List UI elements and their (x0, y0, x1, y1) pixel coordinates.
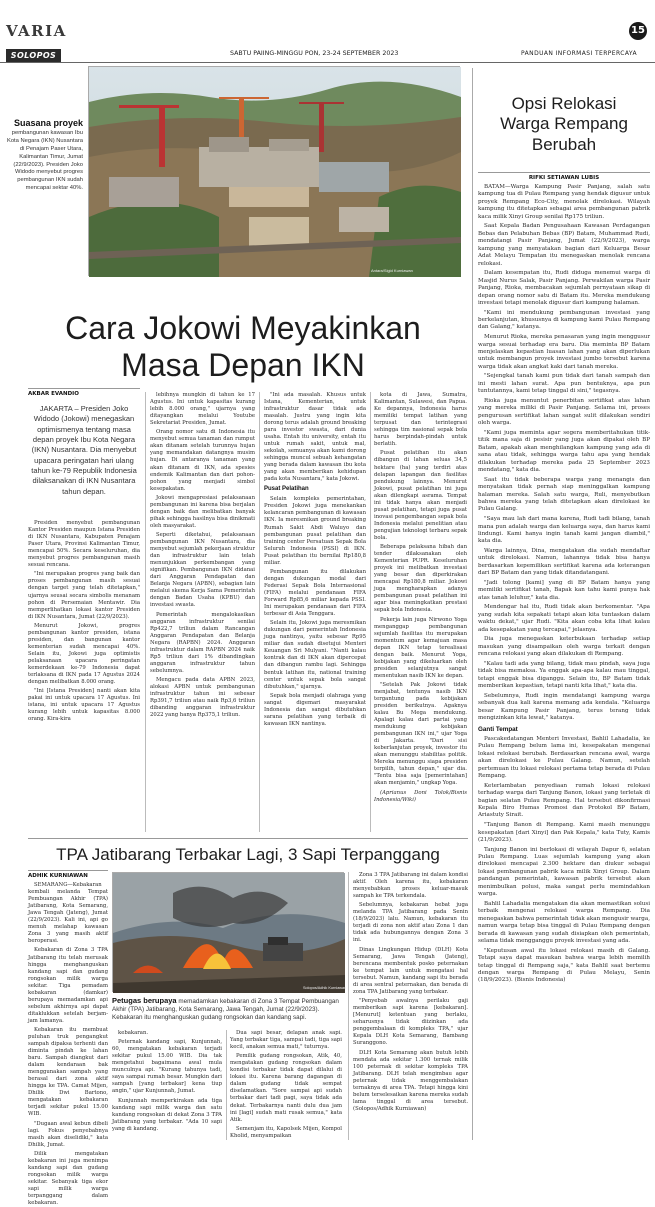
tpa-headline: TPA Jatibarang Terbakar Lagi, 3 Sapi Terpanggang (56, 845, 440, 864)
section-vertical-divider (472, 68, 473, 1140)
rempang-subhead: Ganti Tempat (478, 725, 518, 733)
tpa-column-3: Dua sapi besar, delapan anak sapi. Yang terbakar tiga, sampai tadi, tiga sapi kecil, anakan semua mati," tuturnya. Pemilik gudang rongsokan, Atik, 40, mengatakan gudang rongsokan dalam kondisi terbakar tidak dapat dilalui di lokasi itu. Karena barang dagangan di dalam gudang tidak sempat diselamatkan. "Sore sampai api sudah terbakar dari tadi pagi, saya tidak ada dekat. Terbakarnya nanti dulu dua jam ini [lagi] sudah mati rusak semua," kata Atik. Semenjam itu, Kapolsek Mijen, Kompol Kholid, menyampaikan (230, 1030, 342, 1139)
column-rule (145, 392, 146, 832)
rempang-headline-line-3: Berubah (531, 134, 597, 154)
photo-credit: Antara/Sigid Kurniawan (371, 268, 413, 273)
ikn-column-4: kota di Jawa, Sumatra, Kalimantan, Sulawesi, dan Papua. Ke depannya, Indonesia harus memiliki tempat latihan yang terpusat dan terintegrasi sehingga tim nasional sepak bola harus berpindah-pindah untuk berlatih. Pusat pelatihan itu akan dibangun di lahan seluas 34,5 hektare (ha) yang terdiri atas delapan lapangan dan fasilitas pendukung lainnya. Menurut Jokowi, pusat pelatihan ini juga akan dilengkapi asrama. Tempat ini tidak hanya akan menjadi pusat pelatihan, tetapi juga pusat inovasi pengembangan sepak bola Indonesia melalui penelitian atau pengujian teknologi terbaru sepak bola. Beberapa pelaksana hibah dan tender dilaksanakan oleh Kementerian PUPR. Keseluruhan proyek ini melibatkan investasi yang besar dan diperkirakan mencapai Rp180,8 miliar. Jokowi juga mengharapkan adanya pembangunan pusat pelatihan ini agar bisa meningkatkan prestasi sepak bola Indonesia. Pekerja lain juga Nirwono Yoga menganggap pembangunan sejumlah fasilitas itu merupakan momentum agar kemajuan masa depan IKN tetap terealisasi dengan baik. Menurut Yoga, kebijakan yang dikeluarkan oleh presiden selanjutnya sangat menentukan nasib IKN ke depan. "Setelah Pak Jokowi tidak menjabat, tentunya nasib IKN tergantung pada kebijakan presiden berikutnya. Agaknya kalau Bu Mega mendukung. Apalagi kalau dari partai yang mendukung kebijakan pembangunan IKN ini," ujar Yoga di Jakarta. "Dari sisi keberlanjutan proyek, investor itu akan menunggu stabilitas politik. Mereka menunggu siapa presiden terpilih, tahun depan," ujar dia. "Tentu bisa saja [pemerintahan] akan menjamin," ungkap Yoga. (Aprianus Doni Tolok/Bisnis Indonesia/Wiki) (374, 392, 467, 803)
ikn-column-3: "Ini ada masalah. Khusus untuk Istana, Kementerian, untuk infrastruktur dasar tidak ada masalah. Justru yang ingin kita dorong terus adalah ground breaking para investor swasta, dari dunia usaha. Entah itu university, entah itu untuk rumah sakit, untuk mal, sekolah, semuanya akan kami dorong sehingga muncul sebuah kehangatan yang berada dalam kawasan ibu kota yang akan memberikan kehidupan pada kota Nusantara," kata Jokowi. Pusat Pelatihan Selain kompleks pemerintahan, Presiden Jokowi juga menekankan kelancaran pembangunan di kawasan IKN. Ia meresmikan ground breaking Rumah Sakit Abdi Waluyo dan pembangunan pusat pelatihan dan training center Persatuan Sepak Bola Seluruh Indonesia (PSSI) di IKN. Pusat pelatihan itu bernilai Rp180,8 miliar. Pembangunan itu dilakukan dengan dukungan modal dari Federasi Sepak Bola Internasional (FIFA) melalui pendanaan FIFA Forward Rp85,6 miliar kepada PSSI. Ini merupakan pendanaan dari FIFA terbesar di Asia Tenggara. Selain itu, Jokowi juga meresmikan dukungan dari pemerintah Indonesia juga nantinya, yaitu sebesar Rp95 miliar dan sudah disetujui Menteri Keuangan Sri Mulyani. "Nanti kalau kontrak dan di IKN akan dipercepat dan dibangun rambu lagi. Sehingga bentuk latihan itu, national training center untuk sepak bola sangat dibutuhkan," ujarnya. Sepak bola menjadi olahraga yang sangat digemari masyarakat Indonesia dan sangat dibutuhkan sarana pelatihan yang terbaik di kawasan IKN nantinya. (264, 392, 366, 727)
column-rule (348, 872, 349, 1140)
rempang-body: BATAM—Warga Kampung Pasir Panjang, salah satu kampung tua di Pulau Rempang yang hendak digusur untuk proyek Rempang Eco-City, menolak direlokasi. Wilayah kampung itu ditetapkan sebagai area pembangunan pabrik kaca milik Xinyi Group senilai Rp175 triliun. Saat Kepala Badan Pengusahaan Kawasan Perdagangan Bebas dan Pelabuhan Bebas (BP) Batam, Muhammad Rudi, mendatangi Pasir Panjang, Jumat (22/9/2023), warga kampung yang menyatakan bagian dari Keluarga Besar Adat Melayu Tempatan itu menegaskan menolak rencana relokasi. Dalam kesempatan itu, Rudi diduga menemui warga di Masjid Nurus Salak, Pasir Panjang. Perwakilan warga Pasir Panjang, Rioka, membacakan sejumlah pernyataan sikap di depan orang nomor satu di Batam itu. Mereka mendukung investasi tetapi menolak digusur dari kampung halaman. "Kami ini mendukung pembangunan investasi yang berkelanjutan, khususnya di kampung kami Pulau Rempang dan Galang," katanya. Menurut Rioka, mereka penasaran yang ingin menggusur warga sesuai terhadap era baru. Dia meminta BP Batam menjelaskan kepastian luasan lahan yang akan diperlukan untuk membangun proyek investasi jumbo tersebut karena warga tidak akan angkat kaki dari tanah mereka. "Sejengkal tanah kami pun tidak dari tanah sampah dan ini mesti lahan surat. Apa pun bentuknya, apa pun tuntutannya, kami tetap tinggal di sini," tegasnya. Rioka juga menuntut penerbitan sertifikat atas lahan yang mereka miliki di Pasir Panjang. Selama ini, proses pengurusan sertifikat lahan sangat sulit dilakukan sendiri oleh warga. "Kami juga meminta agar segera memberitahukan titik-titik mana saja di pesisir yang juga akan dipakai oleh BP Batam, apakah akan menghilangkan kampung yang ada di sana atau tidak, sehingga warga tahu apa yang hendak dilakukan terhadap mereka pada 25 September 2023 mendatang," kata dia. Saat itu tidak beberapa warga yang menangis dan menyatakan tidak pernah siap meninggalkan kampung halaman mereka. Salah satu warga, Ruli, menyebutkan bahwa mereka yang telah ditetapkan akan direlokasi ke Pulau Galang. "Saya mau lah dari mana karena, Rudi tadi bilang, tanah mana pun adalah warga dan keluarga saya, dan harus kami lindungi. Kami hanya ingin tanah kami jangan diambil," kata dia. Warga lainnya, Dina, mengatakan dia sudah mendaftar untuk direlokasi. Namun, lahannya tidak bisa hanya berdasarkan kepemilikan sertifikat karena ada keterangan dari BP Batam dan yang tidak ditandatangani. "Jadi tolong [kami] yang di BP Batam hanya yang memiliki sertifikat tanah, Bapak kan tahu kami punya hak atas tanah leluhur," kata dia. Mendengar hal itu, Rudi tidak akan berkomentar. "Apa yang sudah kita sepakati tetapi akan kita tuntaskan dalam waktu dekat," ujar Rudi. "Kita akan coba kita lihat kalau ada kesepakatan yang tercapai," jelasnya. Dia juga menegaskan keterbukaan terhadap setiap masukan yang disampaikan oleh warga terkait dengan rencana relokasi yang akan dilakukan di Rempang. "Kalau tadi ada yang bilang, tidak mau pindah, saya juga tidak bisa memaksa. Ya enggak apa-apa kalau mau tinggal, tetapi enggak bisa diganggu. Selain itu, BP Batam tidak memberikan kepastian, tetapi nanti kita lihat," kata dia. Sebelumnya, Rudi ingin mendatangi kampung warga sebanyak dua kali karena memang ada kendala. "Keluarga besar Kampung Pasir Panjang, terus terang tidak mengizinkan kita lewat," katanya. Ganti Tempat Pascakedatangan Menteri Investasi, Bahlil Lahadalia, ke Pulau Rempang belum lama ini, kesepakatan mengenai lokasi relokasi berubah. Berdasarkan rencana awal, warga akan direlokasi ke Pulau Galang. Namun, setelah pertemuan itu lokasi relokasi pertama tetap berada di Pulau Rempang. Keterlambatan penyediaan rumah lokasi relokasi terhadap warga dari Tanjung Banon, lokasi yang terletak di bagian selatan Pulau Rempang. Hal tersebut dikonfirmasi Kepala Biro Humas Promosi dan Protokol BP Batam, Ariastuty Sirait. "Tanjung Banon di Rempang. Kami masih menunggu kesepakatan [dari Xinyi] dan Pak Kepala," kata Tuty, Kamis (21/9/2023). Tanjung Banon ini berlokasi di wilayah Dapur 6, selatan Pulau Rempang. Luas sejumlah kampung yang akan direlokasi mencapai 2.300 hektare dan diukur sebagai lokasi pembangunan pabrik kaca milik Xinyi Group. Dalam pandangan pemerintah, kawasan pabrik tersebut akan menimbulkan polusi, maka sangat perlu memindahkan warga. Bahlil Lahadalia mengatakan dia akan memastikan solusi terbaik mengenai relokasi warga Rempang. Dia menegaskan bahwa pemerintah tidak akan mengusir warga, namun warga tetap bisa tinggal di Pulau Rempang dengan berada di kawasan yang sudah disiapkan oleh pemerintah, selama tidak mengganggu proyek investasi yang ada. "Keputusan awal itu lokasi relokasi masih di Galang. Tetapi saya dapat masukan bahwa warga lebih memilih tetap tinggal di Rempang saja," kata Bahlil saat bertemu dengan warga Rempang di Pulau Melayu, Senin (18/9/2023). (Bisnis Indonesia) (478, 184, 650, 984)
rempang-byline: RIFKI SETIAWAN LUBIS (478, 172, 650, 181)
ikn-pull-quote: JAKARTA – Presiden Joko Widodo (Jokowi) menegaskan optimismenya tentang masa depan proyek Ibu Kota Negara (IKN) Nusantara. Dia menyebut upacara peringatan hari ulang tahun ke-79 Republik Indonesia dilaksanakan di IKN Nusantara tahun depan. (31, 404, 137, 496)
tpa-fire-photo (112, 872, 347, 992)
column-rule (259, 392, 260, 832)
construction-site-image (89, 67, 461, 277)
ikn-headline-line-2: Masa Depan IKN (121, 347, 365, 383)
ikn-photo-caption (6, 118, 83, 193)
photo-credit: Solopos/Adhik Kurniawan (303, 986, 347, 990)
ikn-construction-photo (88, 66, 460, 276)
tpa-byline: ADHIK KURNIAWAN (28, 870, 108, 879)
column-rule (370, 392, 371, 832)
rempang-headline-line-2: Warga Rempang (500, 114, 628, 134)
brand-logo: SOLOPOS (6, 49, 61, 62)
tagline: PANDUAN INFORMASI TERPERCAYA (521, 50, 637, 57)
caption-body: memadamkan kebakaran di Zona 3 Tempat Pembuangan Akhir (TPA) Jatibarang, Kota Semarang, Jawa Tengah, Jumat (22/9/2023). Kebakaran itu menghanguskan gudang rongsokan dan kandang sapi. (112, 998, 339, 1022)
masthead-rule (0, 62, 655, 63)
section-label: VARIA (6, 22, 67, 40)
caption-title: Petugas berupaya (112, 996, 177, 1005)
ikn-subhead-pusat-pelatihan: Pusat Pelatihan (264, 486, 309, 493)
rempang-headline-line-1: Opsi Relokasi (511, 94, 617, 113)
rempang-headline (478, 94, 650, 155)
caption-body: pembangunan kawasan Ibu Kota Negara (IKN) Nusantara di Penajam Paser Utara, Kalimantan Timur, Jumat (22/9/2023). Presiden Joko Widodo menyebut progres pembangunan IKN sudah mencapai sektar 40%. (6, 130, 83, 192)
ikn-column-2: lebihnya mungkin di tahun ke 17 Agustus. Ini untuk kapasitas kurang lebih 8.000 orang," ujarnya yang ditayangkan melalui Youtube Sekretariat Presiden, Jumat. Orang nomor satu di Indonesia itu menyebut semua tanaman dan rumput akan ditanam setelah turunnya hujan yang memandakan datangnya musim hujan. Di antaranya tanaman yang akan ditanam di IKN, ada spesies endemik Kalimantan dan dari pohon-pohon yang menjadi simbol kesepakatan. Jokowi mengapresiasi pelaksanaan pembangunan ini karena bisa berjalan dengan baik dan melibatkan banyak pihak sehingga hasilnya bisa dinikmati oleh masyarakat. Seperti diketahui, pelaksanaan pembangunan IKN Nusantara, dia menyebut sejumlah pekerjaan struktur dan infrastruktur lain telah menunjukkan perkembangan yang signifikan. Pembangunan IKN didanai dari Anggaran Pendapatan dan Belanja Negara (APBN), sebagian lain melalui skema Kerja Sama Pemerintah dengan Badan Usaha (KPBU) dan investasi swasta. Pemerintah mengalokasikan anggaran infrastruktur senilai Rp422,7 triliun dalam Rancangan Anggaran Pendapatan dan Belanja Negara (RAPBN) 2024. Anggaran infrastruktur dalam RAPBN 2024 naik Rp5 triliun dari 1% dibandingkan anggaran infrastruktur tahun sebelumnya. Mengacu pada data APBN 2023, alokasi APBN untuk pembangunan infrastruktur tahun ini sebesar Rp391,7 triliun atau naik Rp3,6 triliun dibanding anggaran infrastruktur 2022 yang hanya Rp375,1 triliun. (150, 392, 255, 719)
tpa-column-4: Zona 3 TPA Jatibarang ini dalam kondisi aktif. Oleh karena itu, kebakaran menyebabkan proses keluar-masuk sampah ke TPA terkendala. Sebelumnya, kebakaran hebat juga melanda TPA Jatibarang pada Senin (18/9/2023) lalu. Namun, kebakaran itu terjadi di zona non aktif atau Zona 1 dan tidak ada hubungannya dengan Zona 3 ini. Dinas Lingkungan Hidup (DLH) Kota Semarang, Jawa Tengah (Jateng), berencana membentuk posko peternakan ke tempat lain untuk mengatasi hal tersebut. Namun, kandang sapi itu berada di area sentral peternakan, dan berada di zona TPA Jatibarang yang terbakar. "Penyebab awalnya perilaku gaji memberikan sapi karena [kebakaran]. [Menurut] ketentuan yang berlaku, seharusnya tidak diizinkan ada penggembalaan di kompleks TPA," ujar Kepala DLH Kota Semarang, Bambang Suranggono. DLH Kota Semarang akan butuh lebih mendata ada sekitar 1.300 ternak milik 100 peternak di sekitar kompleks TPA Jatibarang. DLH telah mengimbau agar peternak tidak menggembalakan ternaknya di area TPA. Tetapi hingga kini belum terselesaikan karena mereka sudah lama tinggal di area tersebut. (Solopos/Adhik Kurniawan) (353, 872, 468, 1112)
ikn-byline: AKBAR EVANDIO (28, 388, 140, 397)
edition-date: SABTU PAIING-MINGGU PON, 23-24 SEPTEMBER 2023 (230, 50, 399, 57)
page-number: 15 (629, 22, 647, 40)
caption-title: Suasana proyek (13, 118, 83, 128)
section-divider (28, 838, 468, 839)
column-rule (226, 1030, 227, 1140)
tpa-column-1: SEMARANG—Kebakaran kembali melanda Tempat Pembuangan Akhir (TPA) Jatibarang, Kota Semarang, Jawa Tengah (Jateng), Jumat (22/9/2023). Kali ini, api go menuh melahap kawasan Zona 3 yang masih aktif beroperasi. Kebakaran di Zona 3 TPA Jatibarang itu telah merusak hingga menghanguskan kandang sapi dan gudang rongsokan milik warga sekitar. Tiga pemadam kebakaran (damkar) berupaya memadamkan api sebelum akhirnya api dapat ditaklukkan setelah berjam-jam lamanya. Kebakaran itu membuat puluhan truk pengangkut sampah dipaksa terhenti dan diminta pindah ke lahan baru. Sampah diangkut dari dalam kendaraan bak menggunakan sampah yang berasal dari zona aktif hingga ke TPA. Camat Mijen, Dhilik Dwi Bartono, mengatakan kebakaran terjadi sekitar pukul 15.00 WIB. "Dugaan awal kebun dibeli lagi. Fokus penyebabnya masih akan diselidiki," kata Dhilik, Jumat. Dilik mengatakan kebakaran ini juga menimpa kandang sapi dan gudang rongsokan milik warga sekitar. Sebanyak tiga ekor sapi milik warga terpanggang dalam kebakaran. (28, 882, 108, 1207)
tpa-photo-caption (112, 996, 344, 1023)
ikn-column-1: Presiden menyebut pembangunan Kantor Presiden maupun Istana Presiden di IKN Nusantara, Kabupaten Penajam Paser Utara, Provinsi Kalimantan Timur, mencapai 50%. Secara keseluruhan, dia menyebut progres pembangunan masih sesuai rencana. "Ini merupakan progres yang baik dan proses pembangunan masih sesuai dengan target yang telah ditetapkan," ujarnya seusai secara simbolis menanam pohon di Persemaian Mentawir. Dia memperlihatkan lokasi kantor Presiden di IKN Nusantara, Jumat (22/9/2023). Menurut Jokowi, progres pembangunan kantor presiden, istana presiden, dan bangunan kantor kementerian sudah mencapai 40%. Selain itu, Jokowi juga optimistis pelaksanaan upacara peringatan kemerdekaan ke-79 Indonesia dapat terlaksana di IKN pada 17 Agustus 2024 dengan melibatkan 8.000 orang. "Ini [Istana Presiden] nanti akan kita pakai ini untuk upacara 17 Agustus. Ini istana, ini untuk upacara 17 Agustus kurang lebih untuk kapasitas 8.000 orang. Kira-kira (28, 520, 140, 723)
tpa-fire-image (113, 873, 345, 993)
tpa-column-2: kebakaran. Peternak kandang sapi, Kunjunnah, 60, mengatakan kebakaran terjadi sekitar pukul 15.00 WIB. Dia tak mengetahui bagaimana awal mula munculnya api. "Kurang tahunya tadi, saya sampai rumah besar. Mungkin dari sampah [yang terbakar] kena tiup angin," ujar Kunjunnah, Jumat. Kunjunnah memperkirakan ada tiga kandang sapi milik warga dan satu kandang rongsokan di dekat Zona 3 TPA Jatibarang yang terbakar. "Ada 10 sapi yang di kandang. (112, 1030, 222, 1132)
ikn-headline-line-1: Cara Jokowi Meyakinkan (65, 310, 421, 346)
